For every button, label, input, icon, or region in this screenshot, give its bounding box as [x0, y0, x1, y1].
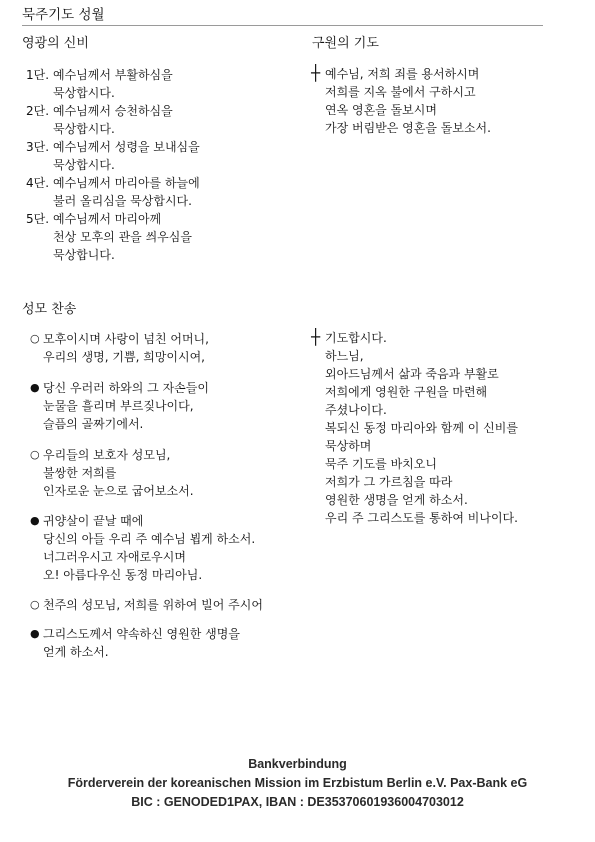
- mystery-item: [26, 66, 296, 102]
- mystery-number: 4단.: [26, 176, 50, 190]
- hymn-verse-text: 우리들의 보호자 성모님, 불쌍한 저희를 인자로운 눈으로 굽어보소서.: [43, 448, 194, 498]
- closing-prayer: [311, 329, 586, 527]
- mystery-list: [26, 66, 296, 264]
- mystery-text: 예수님께서 마리아께 천상 모후의 관을 씌우심을 묵상합니다.: [53, 212, 192, 262]
- page-title: 묵주기도 성월: [22, 7, 105, 23]
- bullet-filled-icon: ●: [30, 627, 40, 640]
- hymn-verse-text: 그리스도께서 약속하신 영원한 생명을 얻게 하소서.: [43, 627, 240, 659]
- mystery-item: [26, 102, 296, 138]
- hymn-verse: [30, 379, 209, 433]
- bullet-filled-icon: ●: [30, 514, 40, 527]
- cross-icon: ┼: [311, 328, 321, 346]
- mystery-number: 3단.: [26, 140, 50, 154]
- mystery-text: 예수님께서 승천하심을 묵상합시다.: [53, 104, 173, 136]
- mystery-text: 예수님께서 마리아를 하늘에 불러 올리심을 묵상합시다.: [53, 176, 200, 208]
- bullet-open-icon: ○: [30, 448, 40, 461]
- hymn-verse: [30, 512, 255, 584]
- cross-icon: ┼: [311, 64, 321, 82]
- mysteries-heading: 영광의 신비: [22, 36, 89, 51]
- bank-info-account: BIC : GENODED1PAX, IBAN : DE35370601936004703012: [131, 795, 464, 809]
- mystery-item: [26, 138, 296, 174]
- bank-info-footer: [0, 755, 595, 812]
- prayer-heading: 구원의 기도: [312, 36, 379, 51]
- hymn-verse-text: 당신 우러러 하와의 그 자손들이 눈물을 흘리며 부르짖나이다, 슬픔의 골짜기에서.: [43, 381, 209, 431]
- bullet-filled-icon: ●: [30, 381, 40, 394]
- hymn-verse: [30, 446, 194, 500]
- bank-info-organization: Förderverein der koreanischen Mission im Erzbistum Berlin e.V. Pax-Bank eG: [67, 776, 528, 790]
- mystery-text: 예수님께서 성령을 보내심을 묵상합시다.: [53, 140, 200, 172]
- salvation-prayer-text: 예수님, 저희 죄를 용서하시며 저희를 지옥 불에서 구하시고 연옥 영혼을 돌보시며 가장 버림받은 영혼을 돌보소서.: [325, 67, 491, 135]
- page-header: [22, 6, 543, 26]
- mystery-number: 5단.: [26, 212, 50, 226]
- hymn-heading: 성모 찬송: [22, 302, 77, 317]
- hymn-verse: [30, 625, 240, 661]
- bullet-open-icon: ○: [30, 598, 40, 611]
- hymn-verse-text: 귀양살이 끝날 때에 당신의 아들 우리 주 예수님 뵙게 하소서. 너그러우시고 자애로우시며 오! 아름다우신 동정 마리아님.: [43, 514, 256, 582]
- mystery-number: 2단.: [26, 104, 50, 118]
- bank-info-title: Bankverbindung: [248, 757, 347, 771]
- mystery-text: 예수님께서 부활하심을 묵상합시다.: [53, 68, 173, 100]
- mystery-item: [26, 174, 296, 210]
- closing-prayer-text: 기도합시다. 하느님, 외아드님께서 삶과 죽음과 부활로 저희에게 영원한 구원을 마련해 주셨나이다. 복되신 동정 마리아와 함께 이 신비를 묵상하며 묵주 기도를 바치오니 저희가 그 가르침을 따라 영원한 생명을 얻게 하소서. 우리 주 그리스도를 통하여 비나이다.: [325, 331, 518, 525]
- salvation-prayer: [311, 65, 571, 137]
- hymn-verse-text: 천주의 성모님, 저희를 위하여 빌어 주시어: [43, 598, 263, 612]
- bullet-open-icon: ○: [30, 332, 40, 345]
- mystery-item: [26, 210, 296, 264]
- hymn-verse: [30, 330, 209, 366]
- mystery-number: 1단.: [26, 68, 50, 82]
- hymn-verse-text: 모후이시며 사랑이 넘친 어머니, 우리의 생명, 기쁨, 희망이시여,: [43, 332, 209, 364]
- hymn-verse: [30, 596, 263, 614]
